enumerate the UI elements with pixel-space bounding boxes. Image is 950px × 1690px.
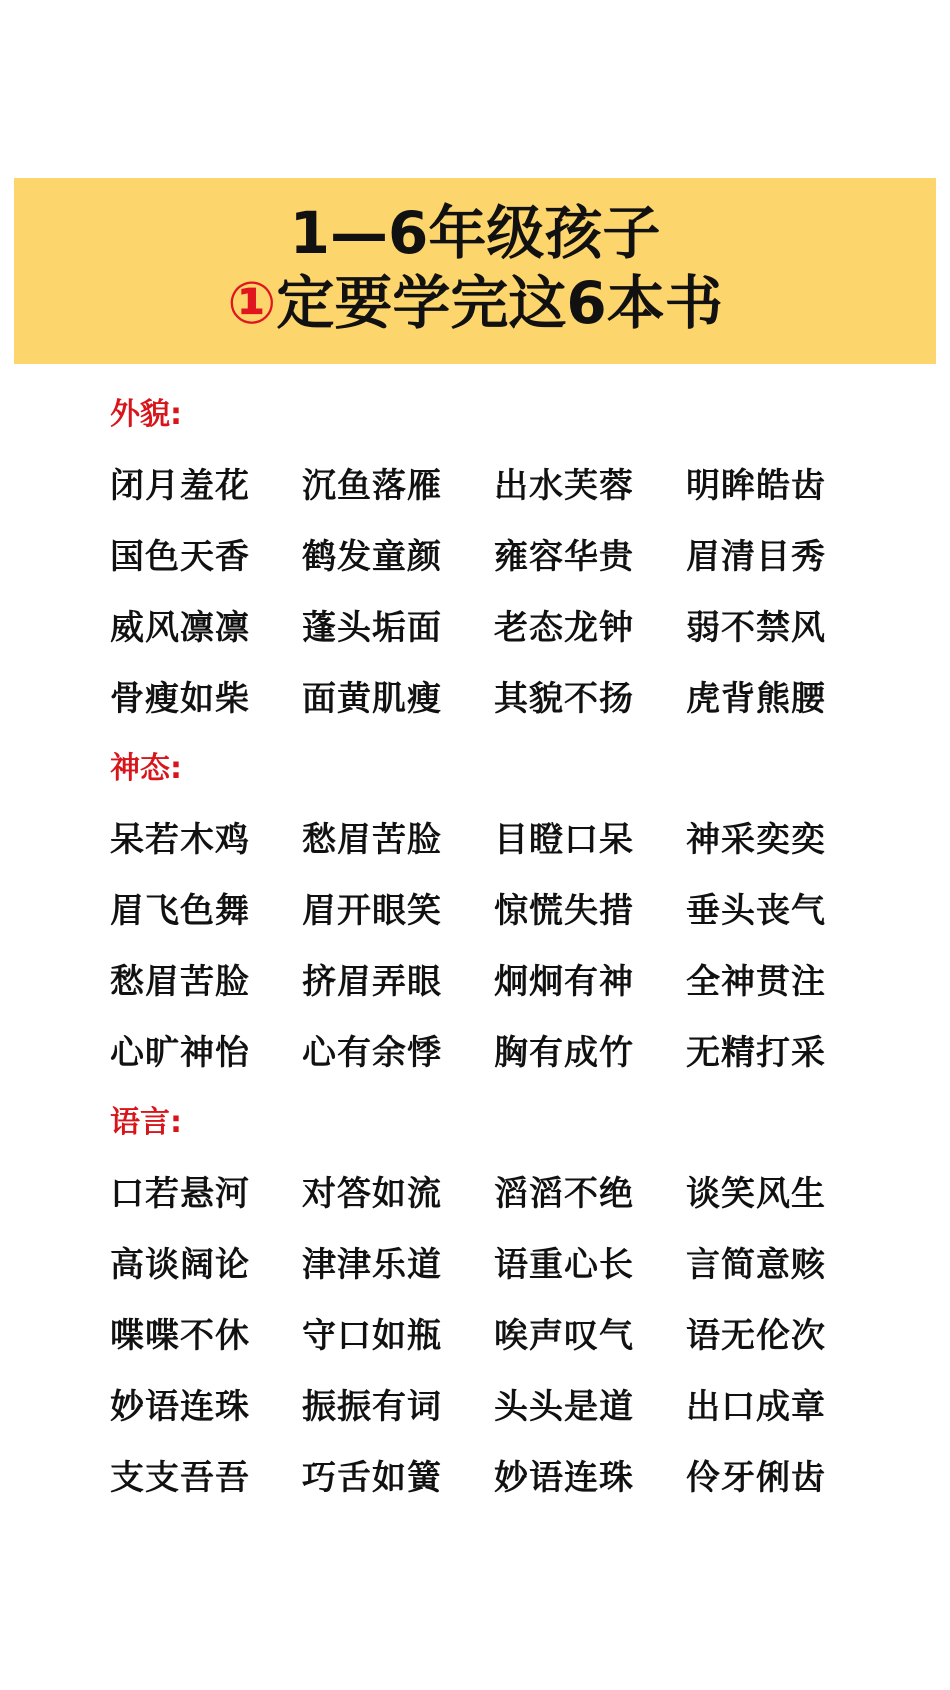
idiom-list xyxy=(110,394,890,1527)
idiom-item: 面黄肌瘦 xyxy=(302,679,442,719)
idiom-item: 出口成章 xyxy=(686,1387,826,1427)
idiom-item: 挤眉弄眼 xyxy=(302,962,442,1002)
idiom-item: 愁眉苦脸 xyxy=(110,962,250,1002)
idiom-item: 弱不禁风 xyxy=(686,608,826,648)
idiom-item: 滔滔不绝 xyxy=(494,1174,634,1214)
title-banner xyxy=(14,178,936,364)
idiom-item: 愁眉苦脸 xyxy=(302,820,442,860)
idiom-item: 蓬头垢面 xyxy=(302,608,442,648)
idiom-item: 头头是道 xyxy=(494,1387,634,1427)
idiom-item: 妙语连珠 xyxy=(494,1458,634,1498)
idiom-item: 老态龙钟 xyxy=(494,608,634,648)
idiom-item: 神采奕奕 xyxy=(686,820,826,860)
idiom-item: 眉飞色舞 xyxy=(110,891,250,931)
idiom-item: 言简意赅 xyxy=(686,1245,826,1285)
idiom-item: 妙语连珠 xyxy=(110,1387,250,1427)
idiom-item: 对答如流 xyxy=(302,1174,442,1214)
section-appearance xyxy=(110,394,890,748)
idiom-item: 骨瘦如柴 xyxy=(110,679,250,719)
idiom-item: 雍容华贵 xyxy=(494,537,634,577)
idiom-grid-expression xyxy=(110,818,890,1102)
idiom-item: 呆若木鸡 xyxy=(110,820,250,860)
idiom-item: 闭月羞花 xyxy=(110,466,250,506)
idiom-item: 眉清目秀 xyxy=(686,537,826,577)
idiom-item: 守口如瓶 xyxy=(302,1316,442,1356)
idiom-item: 沉鱼落雁 xyxy=(302,466,442,506)
idiom-item: 谈笑风生 xyxy=(686,1174,826,1214)
section-speech xyxy=(110,1102,890,1527)
idiom-item: 巧舌如簧 xyxy=(302,1458,442,1498)
idiom-item: 心有余悸 xyxy=(302,1033,442,1073)
idiom-item: 其貌不扬 xyxy=(494,679,634,719)
idiom-item: 喋喋不休 xyxy=(110,1316,250,1356)
idiom-item: 虎背熊腰 xyxy=(686,679,826,719)
section-title-appearance: 外貌: xyxy=(110,397,182,432)
section-expression xyxy=(110,748,890,1102)
idiom-item: 出水芙蓉 xyxy=(494,466,634,506)
idiom-item: 鹤发童颜 xyxy=(302,537,442,577)
idiom-item: 心旷神怡 xyxy=(110,1033,250,1073)
idiom-item: 全神贯注 xyxy=(686,962,826,1002)
idiom-item: 目瞪口呆 xyxy=(494,820,634,860)
idiom-item: 胸有成竹 xyxy=(494,1033,634,1073)
idiom-item: 高谈阔论 xyxy=(110,1245,250,1285)
idiom-item: 惊慌失措 xyxy=(494,891,634,931)
idiom-item: 眉开眼笑 xyxy=(302,891,442,931)
idiom-item: 振振有词 xyxy=(302,1387,442,1427)
idiom-grid-appearance xyxy=(110,464,890,748)
idiom-item: 支支吾吾 xyxy=(110,1458,250,1498)
idiom-item: 炯炯有神 xyxy=(494,962,634,1002)
idiom-item: 唉声叹气 xyxy=(494,1316,634,1356)
title-line-2 xyxy=(14,268,936,338)
idiom-item: 威风凛凛 xyxy=(110,608,250,648)
section-title-speech: 语言: xyxy=(110,1105,182,1140)
idiom-item: 语无伦次 xyxy=(686,1316,826,1356)
title-line-2-text: 定要学完这6本书 xyxy=(276,269,723,337)
idiom-item: 国色天香 xyxy=(110,537,250,577)
circled-number-one: ① xyxy=(227,269,277,337)
section-title-expression: 神态: xyxy=(110,751,182,786)
idiom-grid-speech xyxy=(110,1172,890,1527)
idiom-item: 无精打采 xyxy=(686,1033,826,1073)
title-line-1: 1—6年级孩子 xyxy=(289,199,661,267)
idiom-item: 口若悬河 xyxy=(110,1174,250,1214)
idiom-item: 津津乐道 xyxy=(302,1245,442,1285)
idiom-item: 垂头丧气 xyxy=(686,891,826,931)
idiom-item: 语重心长 xyxy=(494,1245,634,1285)
idiom-item: 明眸皓齿 xyxy=(686,466,826,506)
idiom-item: 伶牙俐齿 xyxy=(686,1458,826,1498)
